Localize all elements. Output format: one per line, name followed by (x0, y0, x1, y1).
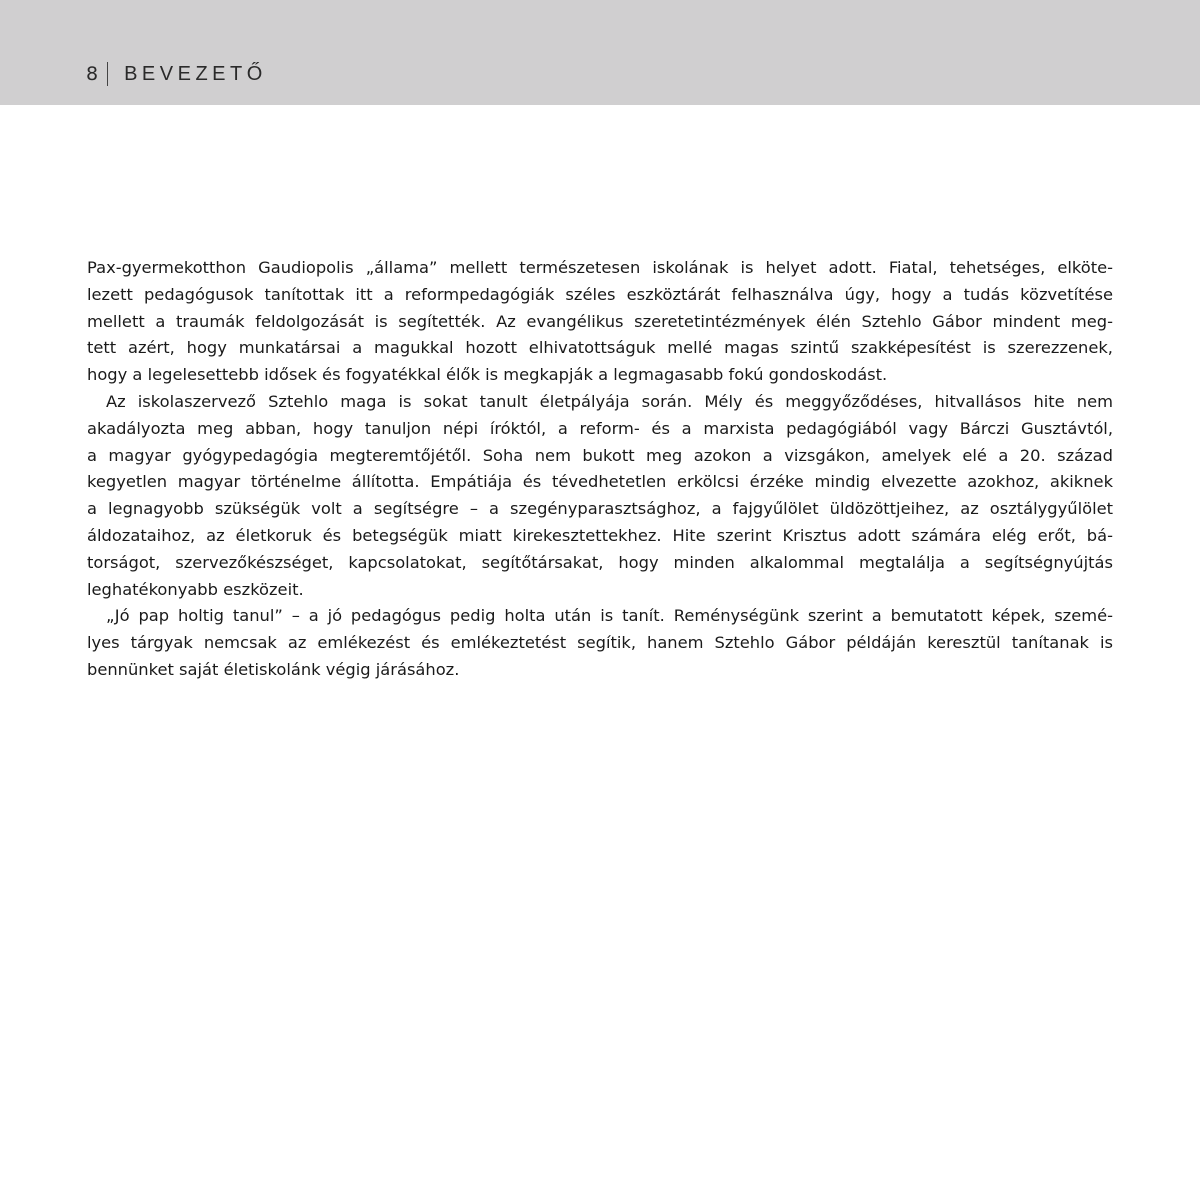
header-divider (107, 62, 108, 86)
paragraph (87, 255, 1113, 389)
running-head (86, 62, 267, 86)
running-header (0, 0, 1200, 105)
text-line: kegyetlen magyar történelme állította. Empátiája és tévedhetetlen erkölcsi érzéke mindig elvezette azokhoz, akiknek (87, 472, 1113, 492)
text-line: áldozataihoz, az életkoruk és betegségük miatt kirekesztettekhez. Hite szerint Krisztus adott számára elég erőt, bá- (87, 525, 1113, 545)
text-line: bennünket saját életiskolánk végig járásához. (87, 659, 460, 679)
text-line: „Jó pap holtig tanul” – a jó pedagógus pedig holta után is tanít. Reménységünk szerint a bemutatott képek, szemé- (106, 606, 1113, 626)
text-line: lezett pedagógusok tanítottak itt a reformpedagógiák széles eszköztárát felhasználva úgy, hogy a tudás közvetítése (87, 284, 1113, 304)
section-title: BEVEZETŐ (124, 62, 267, 85)
text-line: a legnagyobb szükségük volt a segítségre – a szegényparasztsághoz, a fajgyűlölet üldözöttjeihez, az osztálygyűlölet (87, 499, 1113, 519)
text-line: mellett a traumák feldolgozását is segítették. Az evangélikus szeretetintézmények élén Sztehlo Gábor mindent meg- (87, 311, 1113, 331)
paragraph (87, 603, 1113, 683)
text-line: a magyar gyógypedagógia megteremtőjétől. Soha nem bukott meg azokon a vizsgákon, amelyek elé a 20. század (87, 445, 1113, 465)
text-line: akadályozta meg abban, hogy tanuljon népi íróktól, a reform- és a marxista pedagógiából vagy Bárczi Gusztávtól, (87, 418, 1113, 438)
text-line: tett azért, hogy munkatársai a magukkal hozott elhivatottságuk mellé magas szintű szakképesítést is szerezzenek, (87, 338, 1113, 358)
text-line: leghatékonyabb eszközeit. (87, 579, 304, 599)
body-text (87, 255, 1113, 684)
text-line: hogy a legelesettebb idősek és fogyatékkal élők is megkapják a legmagasabb fokú gondoskodást. (87, 365, 888, 385)
text-line: lyes tárgyak nemcsak az emlékezést és emlékeztetést segítik, hanem Sztehlo Gábor példáján keresztül tanítanak is (87, 633, 1113, 653)
text-line: Az iskolaszervező Sztehlo maga is sokat tanult életpályája során. Mély és meggyőződéses, hitvallásos hite nem (106, 391, 1113, 411)
page-number: 8 (86, 63, 100, 85)
paragraph (87, 389, 1113, 603)
text-line: Pax-gyermekotthon Gaudiopolis „állama” mellett természetesen iskolának is helyet adott. Fiatal, tehetséges, elköte- (87, 258, 1113, 277)
text-line: torságot, szervezőkészséget, kapcsolatokat, segítőtársakat, hogy minden alkalommal megtalálja a segítségnyújtás (87, 552, 1113, 572)
